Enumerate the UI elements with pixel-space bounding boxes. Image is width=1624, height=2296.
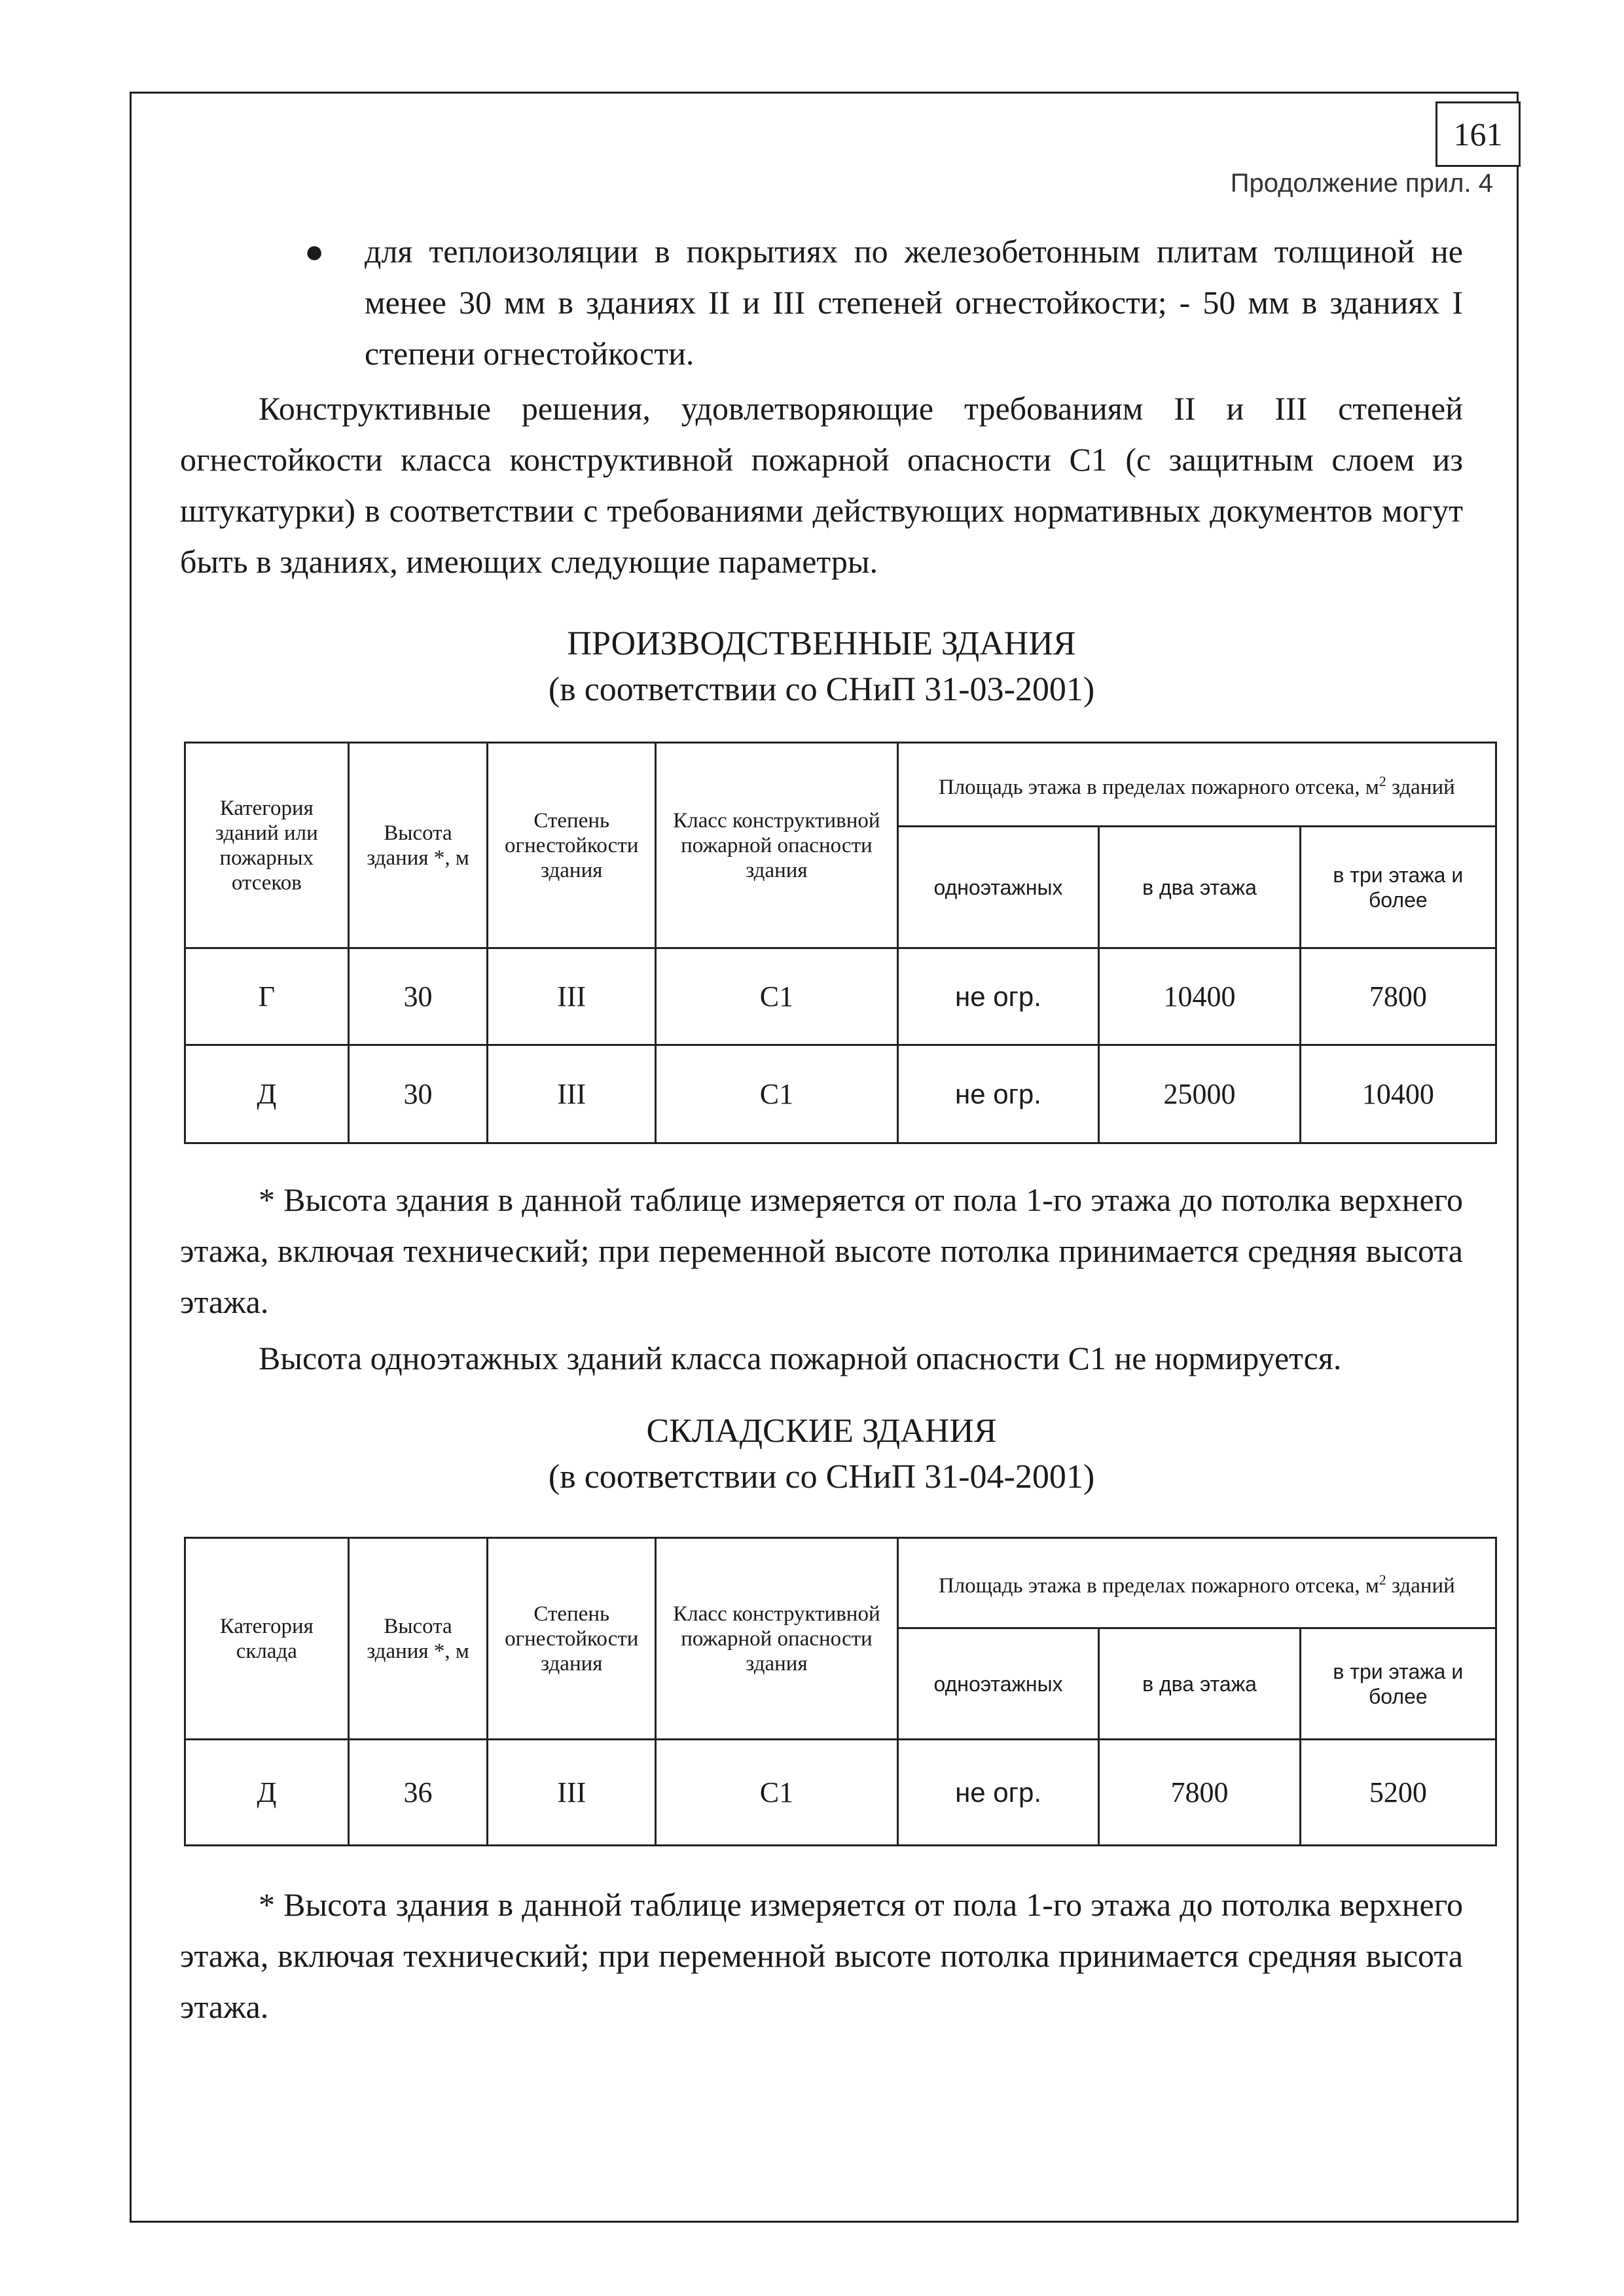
cell-two-floors: 10400 — [1099, 948, 1300, 1045]
cell-category: Г — [185, 948, 349, 1045]
header-fire-degree: Степень огнестойкости здания — [488, 1538, 656, 1740]
cell-class: С1 — [656, 1740, 898, 1846]
header-class: Класс конструктивной пожарной опасности здания — [656, 1538, 898, 1740]
cell-category: Д — [185, 1740, 349, 1846]
cell-category: Д — [185, 1045, 349, 1143]
cell-height: 30 — [348, 948, 488, 1045]
header-area: Площадь этажа в пределах пожарного отсека, $м^2$ зданий — [897, 1538, 1496, 1628]
header-two-floors: в два этажа — [1099, 1628, 1300, 1740]
header-three-floors: в три этажа и более — [1300, 1628, 1496, 1740]
cell-two-floors: 25000 — [1099, 1045, 1300, 1143]
intro-paragraph: Конструктивные решения, удовлетворяющие требованиям II и III степеней огнестойкости класса конструктивной пожарной опасности С1 (с защитным слоем из штукатурки) в соответствии с требованиями действующих нормативных документов могут быть в зданиях, имеющих следующие параметры. — [180, 390, 1463, 580]
bullet-icon: ● — [304, 233, 325, 270]
header-one-floor: одноэтажных — [897, 1628, 1099, 1740]
header-category: Категория зданий или пожарных отсеков — [185, 743, 349, 948]
table-row — [185, 1045, 1496, 1143]
cell-three-floors: 7800 — [1300, 948, 1496, 1045]
header-three-floors: в три этажа и более — [1300, 827, 1496, 948]
cell-degree: III — [488, 948, 656, 1045]
header-class: Класс конструктивной пожарной опасности здания — [656, 743, 898, 948]
header-height: Высота здания *, м — [348, 1538, 488, 1740]
header-one-floor: одноэтажных — [897, 827, 1099, 948]
continuation-label: Продолжение прил. 4 — [1230, 169, 1493, 198]
cell-class: С1 — [656, 948, 898, 1045]
section2-subtitle: (в соответствии со СНиП 31-04-2001) — [548, 1458, 1095, 1496]
table1-note: Высота одноэтажных зданий класса пожарной опасности С1 не нормируется. — [259, 1340, 1342, 1376]
cell-degree: III — [488, 1045, 656, 1143]
cell-one-floor: не огр. — [897, 1740, 1099, 1846]
bullet-item — [304, 226, 1463, 379]
page-number: 161 — [1435, 101, 1521, 167]
header-two-floors: в два этажа — [1099, 827, 1300, 948]
cell-two-floors: 7800 — [1099, 1740, 1300, 1846]
cell-one-floor: не огр. — [897, 1045, 1099, 1143]
bullet-text: для теплоизоляции в покрытиях по железобетонным плитам толщиной не менее 30 мм в зданиях II и III степеней огнестойкости; - 50 мм в зданиях I степени огнестойкости. — [365, 233, 1463, 372]
table1-footnote: * Высота здания в данной таблице измеряется от пола 1-го этажа до потолка верхнего этажа, включая технический; при переменной высоте потолка принимается средняя высота этажа. — [180, 1181, 1463, 1320]
cell-class: С1 — [656, 1045, 898, 1143]
table-row — [185, 948, 1496, 1045]
section2-title: СКЛАДСКИЕ ЗДАНИЯ — [646, 1412, 997, 1450]
document-body — [180, 226, 1463, 2032]
header-height: Высота здания *, м — [348, 743, 488, 948]
cell-three-floors: 10400 — [1300, 1045, 1496, 1143]
section1-title: ПРОИЗВОДСТВЕННЫЕ ЗДАНИЯ — [567, 625, 1076, 662]
header-area: Площадь этажа в пределах пожарного отсека, $м^2$ зданий — [897, 743, 1496, 827]
cell-degree: III — [488, 1740, 656, 1846]
cell-height: 36 — [348, 1740, 488, 1846]
cell-one-floor: не огр. — [897, 948, 1099, 1045]
cell-height: 30 — [348, 1045, 488, 1143]
cell-three-floors: 5200 — [1300, 1740, 1496, 1846]
storage-table — [184, 1537, 1497, 1846]
table2-footnote: * Высота здания в данной таблице измеряется от пола 1-го этажа до потолка верхнего этажа, включая технический; при переменной высоте потолка принимается средняя высота этажа. — [180, 1886, 1463, 2025]
header-category: Категория склада — [185, 1538, 349, 1740]
section1-subtitle: (в соответствии со СНиП 31-03-2001) — [548, 671, 1095, 708]
table-row — [185, 1740, 1496, 1846]
header-fire-degree: Степень огнестойкости здания — [488, 743, 656, 948]
production-table — [184, 742, 1497, 1144]
